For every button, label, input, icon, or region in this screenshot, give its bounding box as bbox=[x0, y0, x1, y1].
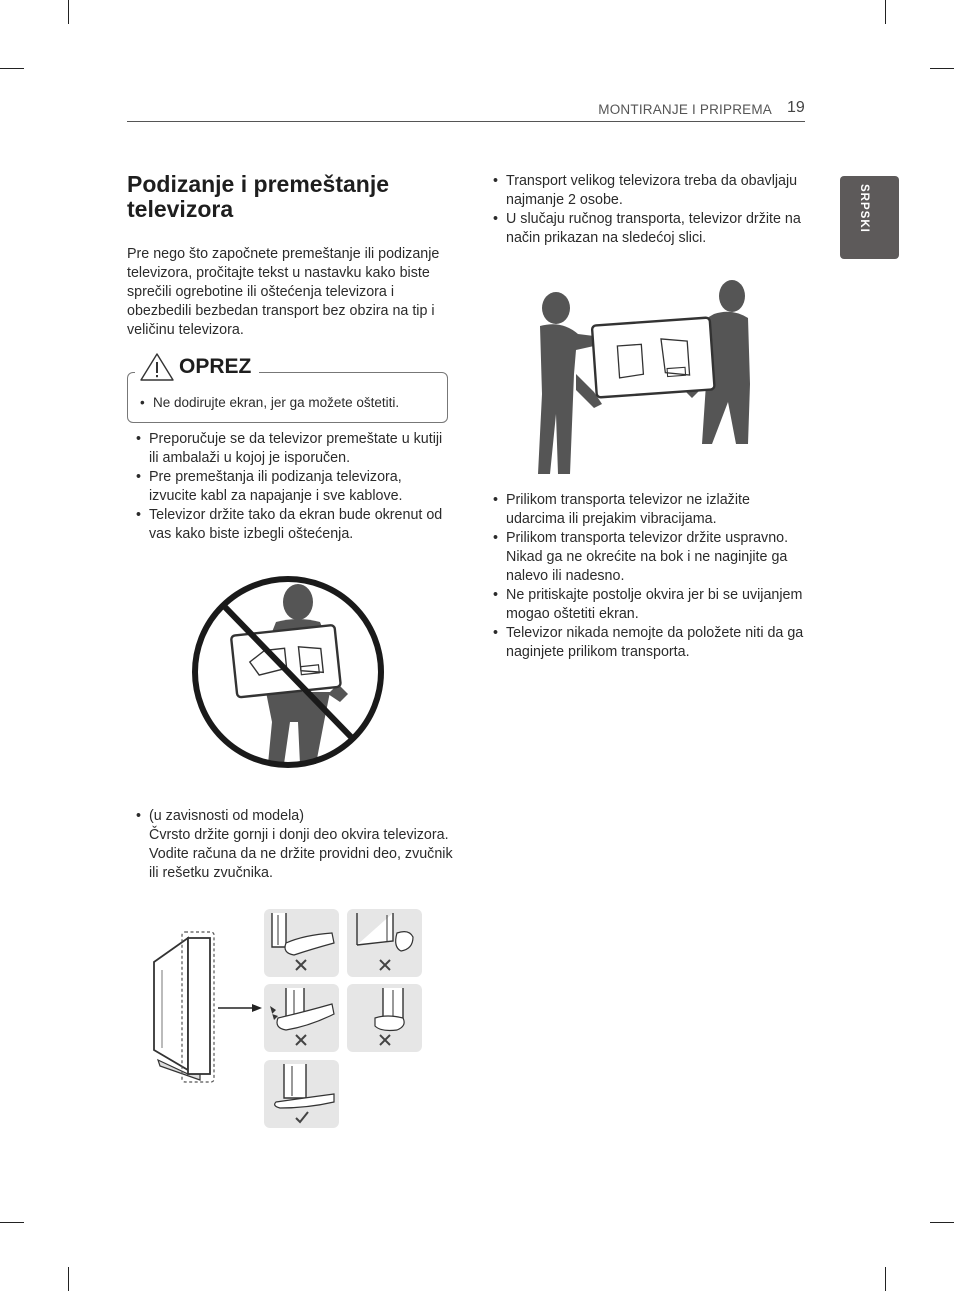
crop-mark bbox=[68, 1267, 69, 1291]
list-item: • Pre premeštanja ili podizanja televizora, izvucite kabl za napajanje i sve kablove. bbox=[127, 468, 449, 506]
caution-header bbox=[135, 350, 259, 384]
grip-panel-wrong-2 bbox=[347, 909, 422, 977]
list-item: • U slučaju ručnog transporta, televizor držite na način prikazan na sledećoj slici. bbox=[484, 210, 806, 248]
list-item: • Transport velikog televizora treba da obavljaju najmanje 2 osobe. bbox=[484, 172, 806, 210]
page-number: 19 bbox=[787, 99, 805, 116]
frame-bullet-list bbox=[127, 807, 457, 883]
left-bullet-list bbox=[127, 430, 449, 544]
list-item: • Preporučuje se da televizor premeštate u kutiji ili ambalaži u kojoj je isporučen. bbox=[127, 430, 449, 468]
language-tab-label: SRPSKI bbox=[858, 184, 870, 233]
right-bullet-list-bottom bbox=[484, 491, 806, 662]
crop-mark bbox=[885, 0, 886, 24]
list-item: • Prilikom transporta televizor držite uspravno. Nikad ga ne okrećite na bok i ne naginjite ga nalevo ili nadesno. bbox=[484, 529, 806, 586]
caution-list bbox=[127, 393, 445, 412]
crop-mark bbox=[68, 0, 69, 24]
page-title: Podizanje i premeštanje televizora bbox=[127, 171, 390, 222]
crop-mark bbox=[885, 1267, 886, 1291]
prohibited-carry-illustration bbox=[188, 572, 388, 772]
header-rule bbox=[127, 121, 805, 122]
right-bullet-list-top bbox=[484, 172, 806, 248]
model-note: (u zavisnosti od modela) bbox=[149, 808, 304, 824]
grip-panel-wrong-1 bbox=[264, 909, 339, 977]
list-item: • Televizor držite tako da ekran bude okrenut od vas kako biste izbegli oštećenja. bbox=[127, 506, 449, 544]
list-item: • Ne pritiskajte postolje okvira jer bi se uvijanjem mogao oštetiti ekran. bbox=[484, 586, 806, 624]
grip-panel-correct bbox=[264, 1060, 339, 1128]
caution-item: • Ne dodirujte ekran, jer ga možete oštetiti. bbox=[127, 393, 445, 412]
frame-hold-note: Čvrsto držite gornji i donji deo okvira televizora. Vodite računa da ne držite providni deo, zvučnik ili rešetku zvučnika. bbox=[149, 827, 453, 881]
grip-panel-wrong-3 bbox=[264, 984, 339, 1052]
grip-panel-wrong-4 bbox=[347, 984, 422, 1052]
crop-mark bbox=[930, 68, 954, 69]
crop-mark bbox=[0, 68, 24, 69]
list-item: • Prilikom transporta televizor ne izlažite udarcima ili prejakim vibracijama. bbox=[484, 491, 806, 529]
warning-icon bbox=[139, 352, 175, 382]
crop-mark bbox=[0, 1222, 24, 1223]
two-person-carry-illustration bbox=[536, 274, 756, 478]
crop-mark bbox=[930, 1222, 954, 1223]
language-tab bbox=[840, 176, 899, 259]
caution-title: OPREZ bbox=[179, 355, 252, 378]
intro-paragraph: Pre nego što započnete premeštanje ili podizanje televizora, pročitajte tekst u nastavku kako biste sprečili ogrebotine ili oštećenja televizora i obezbedili bezbedan transport bez obzira na tip i veličinu televizora. bbox=[127, 246, 440, 338]
list-item bbox=[127, 807, 457, 883]
list-item: • Televizor nikada nemojte da položete niti da ga naginjete prilikom transporta. bbox=[484, 624, 806, 662]
section-title: MONTIRANJE I PRIPREMA bbox=[598, 102, 772, 117]
tv-side-view-illustration bbox=[148, 930, 268, 1085]
